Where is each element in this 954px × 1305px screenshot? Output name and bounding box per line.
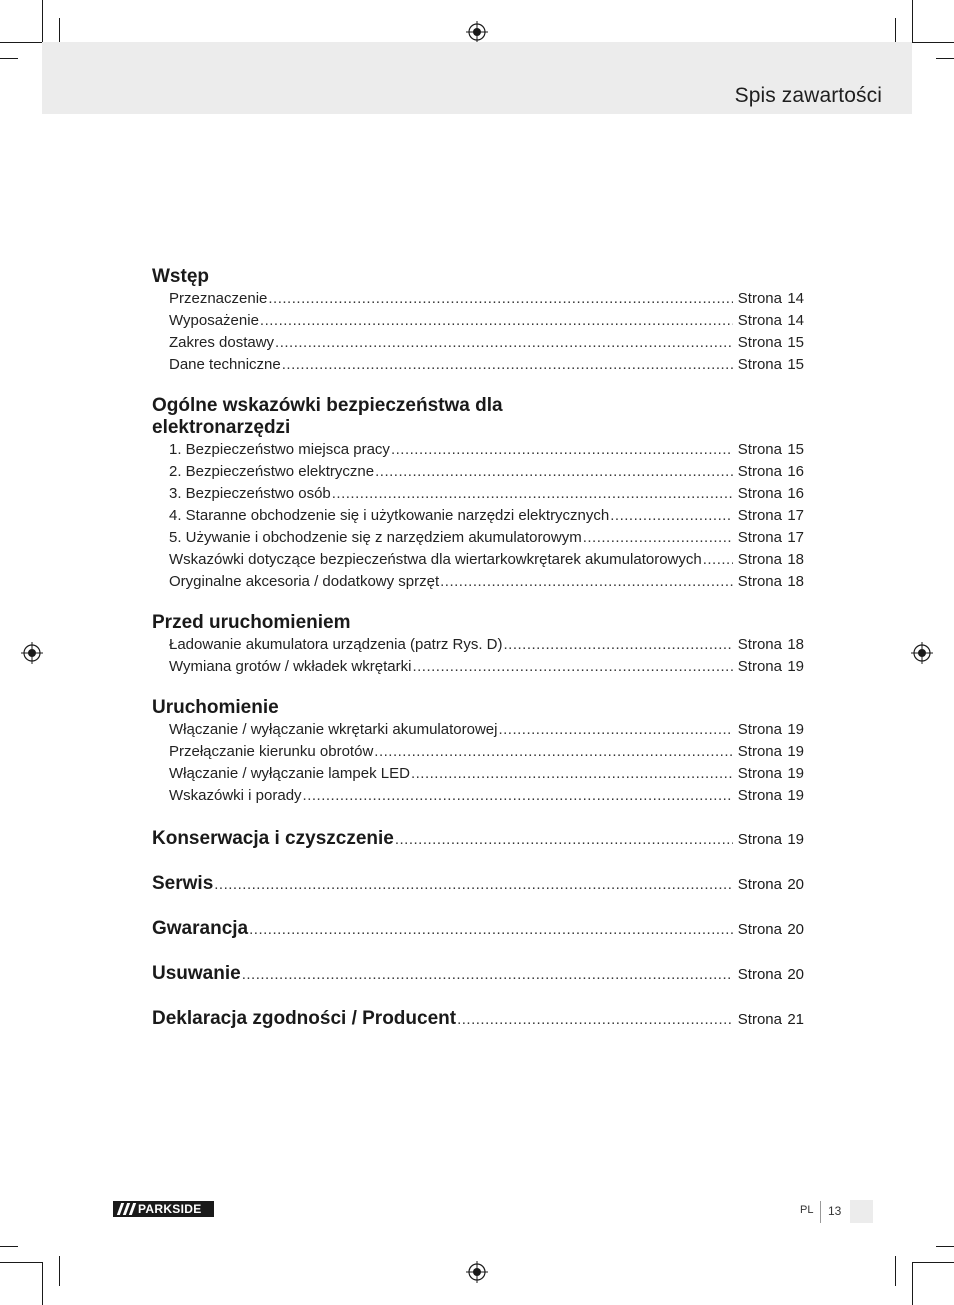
- crop-mark: [936, 1246, 954, 1247]
- page-num: 16: [787, 463, 804, 480]
- page-num: 17: [787, 529, 804, 546]
- page-label: Strona: [737, 356, 782, 373]
- dot-leader: [498, 719, 733, 741]
- dot-leader: [610, 505, 733, 527]
- toc-entry-page: [734, 310, 804, 332]
- page-num: 18: [787, 636, 804, 653]
- dot-leader: [303, 785, 733, 807]
- page-label: Strona: [737, 1011, 782, 1028]
- dot-leader: [374, 741, 733, 763]
- toc-entry[interactable]: [152, 741, 804, 763]
- toc-entry-page: [734, 656, 804, 678]
- page-num: 19: [787, 787, 804, 804]
- toc-main-entry[interactable]: [152, 871, 804, 898]
- toc-entry-page: [734, 571, 804, 593]
- toc-entry-title: 2. Bezpieczeństwo elektryczne: [169, 463, 375, 480]
- crop-mark: [912, 0, 913, 42]
- dot-leader: [703, 549, 733, 571]
- page-label: Strona: [737, 876, 782, 893]
- toc-entry[interactable]: [152, 571, 804, 593]
- registration-mark-icon: [466, 1261, 488, 1283]
- dot-leader: [440, 571, 733, 593]
- section-heading: Uruchomienie: [152, 697, 279, 718]
- page-num: 19: [787, 765, 804, 782]
- logo-wordmark: PARKSIDE: [138, 1202, 202, 1216]
- toc-main-entry[interactable]: [152, 1006, 804, 1033]
- page-label: Strona: [737, 787, 782, 804]
- toc-entry-title: Ładowanie akumulatora urządzenia (patrz Rys. D): [169, 636, 503, 653]
- toc-entry-page: [734, 332, 804, 354]
- toc-entry-title: Włączanie / wyłączanie wkrętarki akumulatorowej: [169, 721, 498, 738]
- dot-leader: [268, 288, 733, 310]
- page-label: Strona: [737, 765, 782, 782]
- toc-main-title: Gwarancja: [152, 918, 249, 939]
- crop-mark: [42, 0, 43, 42]
- dot-leader: [412, 656, 733, 678]
- crop-mark: [42, 1262, 43, 1305]
- toc-entry[interactable]: [152, 310, 804, 332]
- page-label: Strona: [737, 573, 782, 590]
- page-label: Strona: [737, 507, 782, 524]
- page-label: Strona: [737, 290, 782, 307]
- toc-entry[interactable]: [152, 483, 804, 505]
- toc-entry-title: Wskazówki i porady: [169, 787, 302, 804]
- page-label: Strona: [737, 921, 782, 938]
- toc-entry-title: 3. Bezpieczeństwo osób: [169, 485, 331, 502]
- toc-entry[interactable]: [152, 785, 804, 807]
- toc-entry[interactable]: [152, 461, 804, 483]
- toc-entry-page: [734, 634, 804, 656]
- page-label: Strona: [737, 743, 782, 760]
- page-label: Strona: [737, 721, 782, 738]
- page-num: 20: [787, 876, 804, 893]
- toc-entry-page: [734, 962, 804, 988]
- page-label: Strona: [737, 334, 782, 351]
- toc-entry-title: Oryginalne akcesoria / dodatkowy sprzęt: [169, 573, 440, 590]
- crop-mark: [912, 1262, 954, 1263]
- dot-leader: [332, 483, 733, 505]
- crop-mark: [0, 1262, 42, 1263]
- toc-entry-page: [734, 483, 804, 505]
- toc-main-title: Deklaracja zgodności / Producent: [152, 1008, 457, 1029]
- toc-entry-title: 4. Staranne obchodzenie się i użytkowanie narzędzi elektrycznych: [169, 507, 610, 524]
- page-num: 16: [787, 485, 804, 502]
- dot-leader: [214, 872, 733, 898]
- page-label: Strona: [737, 441, 782, 458]
- crop-mark: [936, 58, 954, 59]
- dot-leader: [504, 634, 734, 656]
- toc-entry[interactable]: [152, 656, 804, 678]
- toc-entry-title: Wskazówki dotyczące bezpieczeństwa dla wiertarkowkrętarek akumulatorowych: [169, 551, 702, 568]
- page-tab: [850, 1200, 873, 1223]
- toc-entry[interactable]: [152, 332, 804, 354]
- toc-entry[interactable]: [152, 288, 804, 310]
- section-heading: Przed uruchomieniem: [152, 612, 351, 633]
- toc-entry-page: [734, 549, 804, 571]
- page-num: 17: [787, 507, 804, 524]
- dot-leader: [457, 1007, 733, 1033]
- page-num: 21: [787, 1011, 804, 1028]
- toc-entry-page: [734, 439, 804, 461]
- toc-entry-page: [734, 827, 804, 853]
- toc-entry-page: [734, 527, 804, 549]
- toc-entry-title: Wyposażenie: [169, 312, 259, 329]
- section-heading: Wstęp: [152, 266, 209, 287]
- toc-main-title: Serwis: [152, 873, 214, 894]
- toc-entry-page: [734, 288, 804, 310]
- toc-entry-page: [734, 354, 804, 376]
- page-num: 14: [787, 312, 804, 329]
- dot-leader: [249, 917, 733, 943]
- dot-leader: [391, 439, 733, 461]
- dot-leader: [411, 763, 733, 785]
- toc-entry[interactable]: [152, 719, 804, 741]
- page-label: Strona: [737, 658, 782, 675]
- page-num: 20: [787, 921, 804, 938]
- page-num: 15: [787, 441, 804, 458]
- crop-mark: [912, 42, 954, 43]
- footer-divider: [820, 1201, 821, 1223]
- toc-main-entry[interactable]: [152, 961, 804, 988]
- toc-entry-title: Wymiana grotów / wkładek wkrętarki: [169, 658, 412, 675]
- toc-entry-page: [734, 785, 804, 807]
- toc-main-entries: [152, 826, 804, 1033]
- dot-leader: [282, 354, 733, 376]
- toc-entry[interactable]: [152, 549, 804, 571]
- page-label: Strona: [737, 551, 782, 568]
- page-label: Strona: [737, 485, 782, 502]
- toc-entry[interactable]: [152, 439, 804, 461]
- page-label: Strona: [737, 312, 782, 329]
- dot-leader: [242, 962, 733, 988]
- toc-entry-title: Zakres dostawy: [169, 334, 275, 351]
- toc-entry-title: 5. Używanie i obchodzenie się z narzędziem akumulatorowym: [169, 529, 582, 546]
- registration-mark-icon: [911, 642, 933, 664]
- section-spacer: [152, 376, 804, 395]
- section-spacer: [152, 807, 804, 826]
- section-spacer: [152, 593, 804, 612]
- toc-entry-page: [734, 505, 804, 527]
- page-num: 15: [787, 356, 804, 373]
- page-num: 19: [787, 721, 804, 738]
- toc-entry[interactable]: [152, 527, 804, 549]
- toc-entry-page: [734, 741, 804, 763]
- toc-entry[interactable]: [152, 354, 804, 376]
- page-num: 18: [787, 573, 804, 590]
- section-spacer: [152, 678, 804, 697]
- toc-entry-title: Włączanie / wyłączanie lampek LED: [169, 765, 410, 782]
- toc-entry-page: [734, 1007, 804, 1033]
- toc-entry-page: [734, 917, 804, 943]
- crop-mark: [912, 1262, 913, 1305]
- page-num: 19: [787, 831, 804, 848]
- toc-entry-title: Przeznaczenie: [169, 290, 268, 307]
- page-label: Strona: [737, 636, 782, 653]
- crop-mark: [0, 58, 18, 59]
- page-title: Spis zawartości: [734, 84, 882, 107]
- logo-stripes-icon: [119, 1203, 134, 1215]
- dot-leader: [260, 310, 733, 332]
- dot-leader: [275, 332, 733, 354]
- toc-main-entry[interactable]: [152, 826, 804, 853]
- toc-sections: [152, 266, 804, 826]
- page-label: Strona: [737, 966, 782, 983]
- registration-mark-icon: [21, 642, 43, 664]
- page-label: Strona: [737, 831, 782, 848]
- toc-entry-title: 1. Bezpieczeństwo miejsca pracy: [169, 441, 390, 458]
- page-num: 14: [787, 290, 804, 307]
- page-num: 20: [787, 966, 804, 983]
- toc-main-title: Usuwanie: [152, 963, 241, 984]
- toc-main-entry[interactable]: [152, 916, 804, 943]
- crop-mark: [0, 1246, 18, 1247]
- entry-spacer: [152, 988, 804, 1006]
- toc-main-title: Konserwacja i czyszczenie: [152, 828, 394, 849]
- toc-entry-title: Przełączanie kierunku obrotów: [169, 743, 374, 760]
- crop-mark: [59, 1256, 60, 1286]
- entry-spacer: [152, 853, 804, 871]
- crop-mark: [0, 42, 42, 43]
- page-num: 18: [787, 551, 804, 568]
- entry-spacer: [152, 943, 804, 961]
- toc-entry[interactable]: [152, 634, 804, 656]
- toc-entry-page: [734, 461, 804, 483]
- entry-spacer: [152, 898, 804, 916]
- registration-mark-icon: [466, 21, 488, 43]
- toc-entry[interactable]: [152, 505, 804, 527]
- toc-entry-title: Dane techniczne: [169, 356, 281, 373]
- page-num: 15: [787, 334, 804, 351]
- toc-entry-page: [734, 763, 804, 785]
- page-number: 13: [828, 1204, 842, 1218]
- dot-leader: [583, 527, 733, 549]
- page-label: Strona: [737, 463, 782, 480]
- page-num: 19: [787, 743, 804, 760]
- crop-mark: [895, 1256, 896, 1286]
- toc-entry-page: [734, 872, 804, 898]
- toc-entry-page: [734, 719, 804, 741]
- language-code: PL: [800, 1204, 814, 1216]
- dot-leader: [375, 461, 733, 483]
- section-heading: Ogólne wskazówki bezpieczeństwa dla elektronarzędzi: [152, 395, 503, 438]
- parkside-logo: [113, 1201, 214, 1217]
- dot-leader: [395, 827, 733, 853]
- table-of-contents: [152, 266, 804, 1033]
- page-num: 19: [787, 658, 804, 675]
- toc-entry[interactable]: [152, 763, 804, 785]
- page-label: Strona: [737, 529, 782, 546]
